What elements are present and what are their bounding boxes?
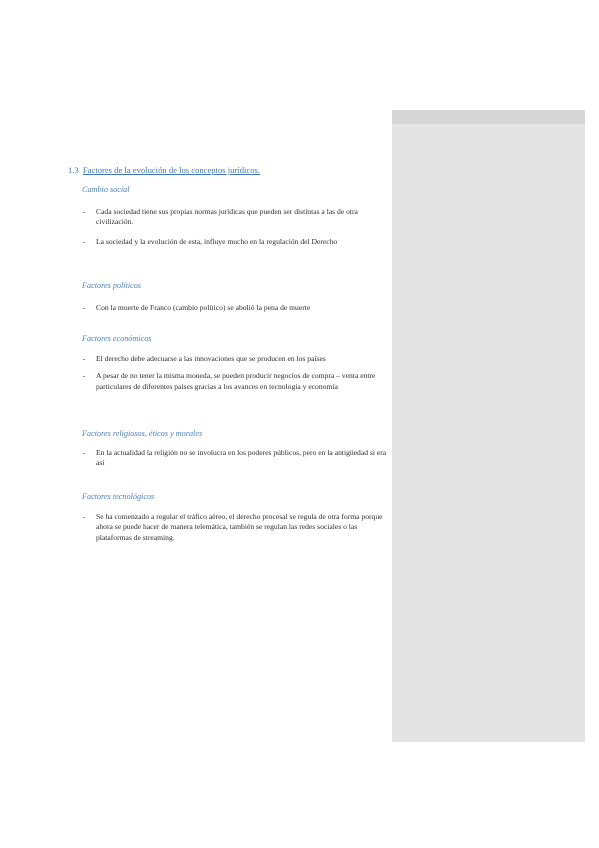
bullet-list (82, 512, 390, 543)
section-factores-religiosos (82, 428, 390, 469)
section-title: Factores económicos (82, 334, 152, 343)
section-title: Cambio social (82, 185, 130, 194)
section-factores-politicos (82, 280, 390, 313)
bullet-list (82, 207, 390, 247)
list-item-text: La sociedad y la evolución de esta, influye mucho en la regulación del Derecho (96, 236, 338, 246)
heading-title[interactable]: Factores de la evolución de los conceptos jurídicos. (82, 165, 260, 175)
bullet-dash: - (83, 512, 86, 521)
list-item-text: En la actualidad la religión no se involucra en los poderes públicos, pero en la antigüedad si era así (96, 448, 387, 468)
section-title: Factores tecnológicos (82, 492, 155, 501)
bullet-list (82, 303, 390, 313)
bullet-dash: - (83, 236, 86, 246)
bullet-dash: - (83, 354, 86, 363)
section-factores-economicos (82, 333, 390, 392)
section-title: Factores religiosos, éticos y morales (82, 429, 203, 438)
list-item (82, 354, 390, 364)
list-item (82, 237, 390, 247)
bullet-list (82, 448, 390, 469)
bullet-dash: - (83, 448, 86, 457)
list-item-text: A pesar de no tener la misma moneda, se pueden producir negocios de compra – venta entre particulares de diferentes países gracias a los avances en tecnología y economía (96, 371, 376, 391)
bullet-list (82, 354, 390, 392)
comment-pane-header (392, 110, 585, 124)
list-item (82, 448, 390, 469)
heading-number: 1.3 (68, 165, 79, 175)
list-item-text: Con la muerte de Franco (cambio político) se abolió la pena de muerte (96, 303, 311, 312)
list-item (82, 207, 390, 228)
list-item-text: Se ha comenzado a regular el tráfico aéreo, el derecho procesal se regula de otra forma porque ahora se puede hacer de manera telemática, también se regulan las redes sociales o las plataformas de streaming. (96, 512, 383, 542)
section-cambio-social (82, 184, 390, 247)
bullet-dash: - (83, 371, 86, 381)
list-item (82, 371, 390, 392)
bullet-dash: - (83, 207, 86, 216)
bullet-dash: - (83, 303, 86, 312)
list-item-text: El derecho debe adecuarse a las innovaciones que se producen en los países (96, 354, 326, 363)
list-item (82, 512, 390, 543)
section-title: Factores políticos (82, 281, 142, 290)
list-item-text: Cada sociedad tiene sus propias normas jurídicas que pueden ser distintas a las de otra civilización. (96, 207, 358, 227)
section-factores-tecnologicos (82, 491, 390, 543)
comment-pane (392, 110, 585, 742)
list-item (82, 303, 390, 313)
section-heading (68, 165, 388, 175)
